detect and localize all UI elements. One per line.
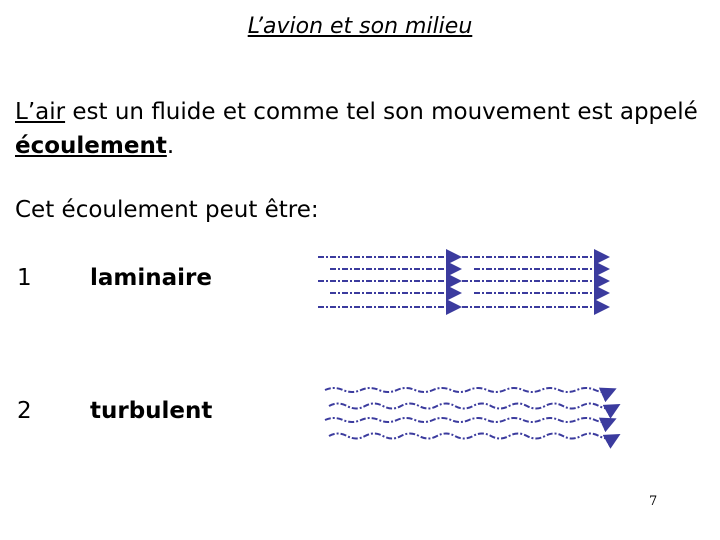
turbulent-streamline — [329, 434, 617, 439]
page-number: 7 — [649, 494, 658, 509]
turbulent-streamline — [325, 388, 613, 392]
item-number-1: 1 — [17, 265, 32, 291]
flow-types-heading: Cet écoulement peut être: — [15, 197, 319, 223]
intro-paragraph — [15, 95, 705, 163]
turbulent-streamline — [329, 404, 617, 409]
intro-period: . — [166, 133, 175, 159]
item-label-laminaire: laminaire — [90, 265, 212, 291]
turbulent-streamline — [325, 418, 613, 422]
laminar-flow-diagram — [310, 245, 620, 323]
term-ecoulement: écoulement — [15, 133, 167, 159]
term-air: L’air — [15, 99, 66, 125]
slide-title: L’avion et son milieu — [247, 14, 473, 39]
intro-text: est un fluide et comme tel son mouvement est appelé — [65, 99, 698, 125]
item-number-2: 2 — [17, 398, 32, 424]
turbulent-flow-diagram — [315, 378, 630, 458]
item-label-turbulent: turbulent — [90, 398, 213, 424]
